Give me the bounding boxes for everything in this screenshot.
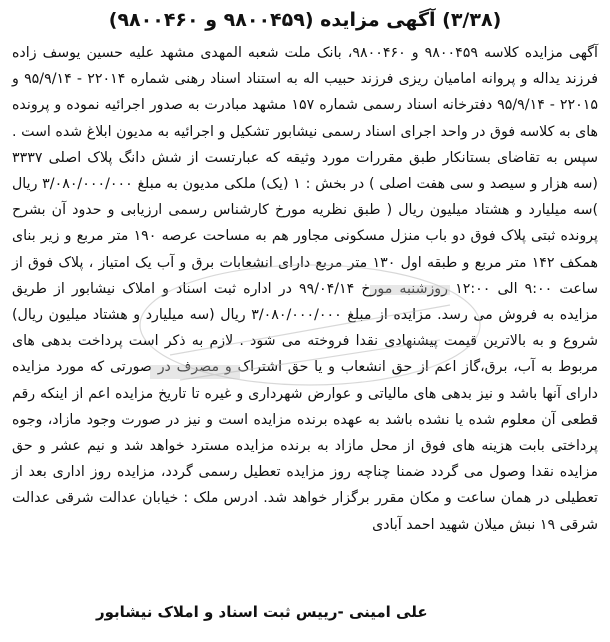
notice-signature: علی امینی -رییس ثبت اسناد و املاک نیشابور — [96, 603, 428, 621]
notice-body: آگهی مزایده کلاسه ۹۸۰۰۴۵۹ و ۹۸۰۰۴۶۰، بانک ملت شعبه المهدی مشهد علیه حسین یوسف زاده فرزند یداله و پروانه امامیان ریزی فرزند حبیب اله به استناد اسناد رهنی شماره ۲۲۰۱۴ - ۹۵/۹/۱۴ و ۲۲۰۱۵ - ۹۵/۹/۱۴ دفترخانه اسناد رسمی شماره ۱۵۷ مشهد مبادرت به صدور اجرائیه نموده و پرونده های به کلاسه فوق در واحد اجرای اسناد رسمی نیشابور تشکیل و اجرائیه به مدیون ابلاغ شده است . سپس به تقاضای بستانکار طبق مقررات مورد وثیقه که عبارتست از شش دانگ پلاک اصلی ۳۳۳۷ (سه هزار و سیصد و سی هفت اصلی ) در بخش : ۱ (یک) ملکی مدیون به مبلغ ۳/۰۸۰/۰۰۰/۰۰۰ ریال )سه میلیارد و هشتاد میلیون ریال ( طبق نظریه مورخ کارشناس رسمی ارزیابی و حدود آن بشرح پرونده ثبتی پلاک فوق دو باب منزل مسکونی مجاور هم به مساحت عرصه ۱۹۰ متر مربع و زیر بنای همکف ۱۴۲ متر مربع و طبقه اول ۱۳۰ متر مربع دارای انشعابات برق و آب یک امتیاز ، پلاک فوق از ساعت ۹:۰۰ الی ۱۲:۰۰ روزشنبه مورخ ۹۹/۰۴/۱۴ در اداره ثبت اسناد و املاک نیشابور از طریق مزایده به فروش می رسد. مزایده از مبلغ ۳/۰۸۰/۰۰۰/۰۰۰ ریال (سه میلیارد و هشتاد میلیون ریال) شروع و به بالاترین قیمت پیشنهادی نقدا فروخته می شود . لازم به ذکر است پرداخت بدهی های مربوط به آب، برق،گاز اعم از حق انشعاب و یا حق اشتراک و مصرف در صورتی که مورد مزایده دارای آنها باشد و نیز بدهی های مالیاتی و عوارض شهرداری و غیره تا تاریخ مزایده اعم از اینکه رقم قطعی آن معلوم شده یا نشده باشد به عهده برنده مزایده است و نیز در صورت وجود مازاد، وجوه پرداختی بابت هزینه های فوق از محل مازاد به برنده مزایده مسترد خواهد شد و نیم عشر و حق مزایده نقدا وصول می گردد ضمنا چناچه روز مزایده تعطیل رسمی گردد، مزایده روز اداری بعد از تعطیلی در همان ساعت و مکان مقرر برگزار خواهد شد. ادرس ملک : خیابان عدالت شرقی عدالت شرقی ۱۹ نبش میلان شهید احمد آبادی — [12, 45, 599, 533]
notice-title: (۳/۳۸) آگهی مزایده (۹۸۰۰۴۵۹ و ۹۸۰۰۴۶۰) — [108, 9, 502, 31]
